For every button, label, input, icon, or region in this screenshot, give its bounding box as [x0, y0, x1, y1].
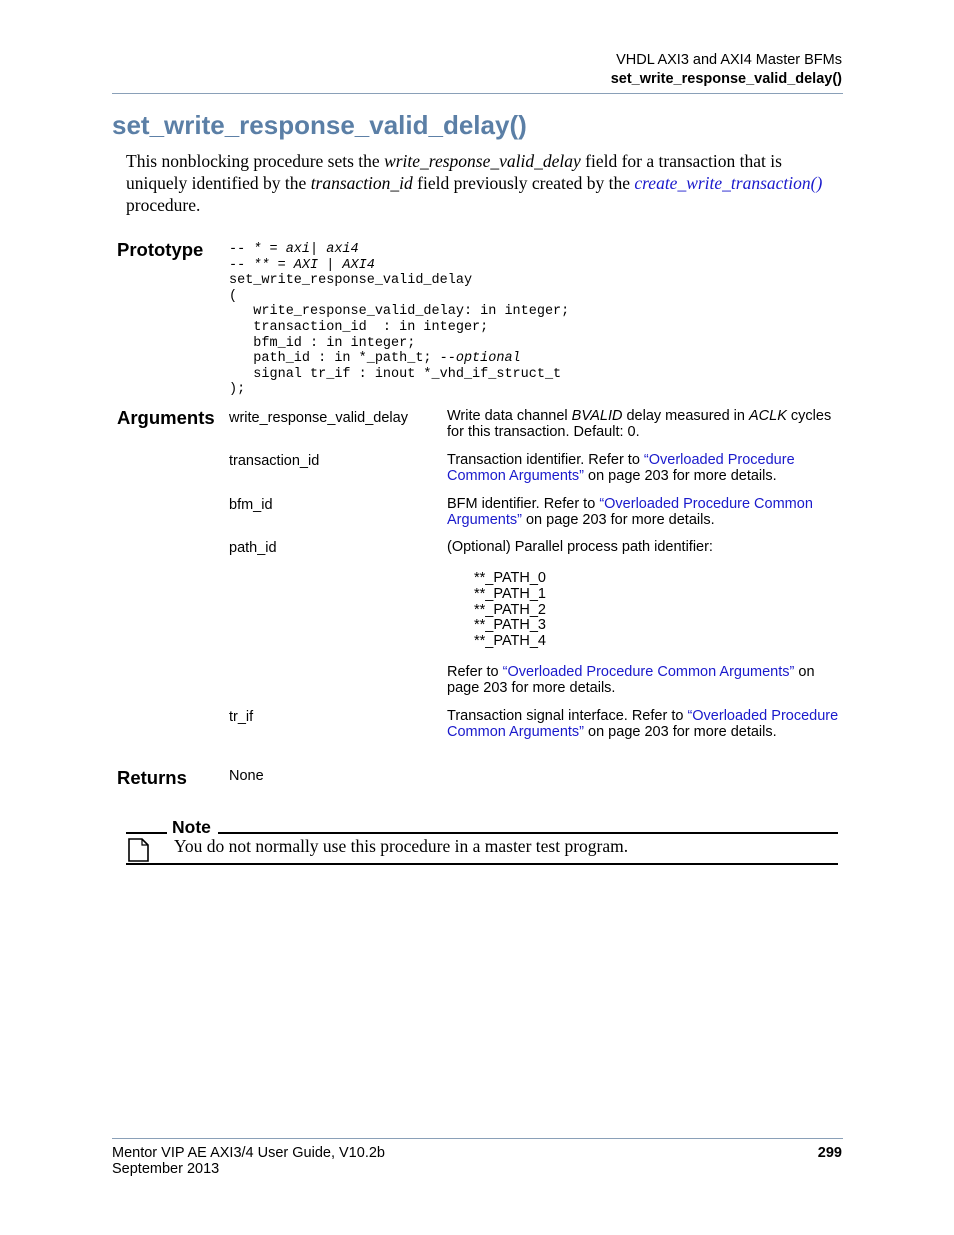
- list-item: **_PATH_4: [474, 633, 546, 650]
- intro-text-4: procedure.: [126, 195, 201, 215]
- page-number: 299: [817, 1145, 842, 1161]
- arg-desc-path-id-refer: [447, 665, 847, 697]
- code-param-1: write_response_valid_delay: in integer;: [229, 304, 570, 320]
- overloaded-args-link-1[interactable]: “Overloaded Procedure Common Arguments”: [447, 452, 795, 484]
- note-rule-right: [218, 832, 838, 834]
- note-rule-left: [126, 832, 167, 834]
- code-optional-comment: --optional: [439, 351, 521, 367]
- arg-name-transaction-id: transaction_id: [229, 453, 320, 469]
- footer-rule: [112, 1138, 843, 1139]
- arg-desc-write-response-valid-delay: [447, 409, 847, 441]
- create-write-transaction-link[interactable]: create_write_transaction(): [634, 173, 823, 193]
- footer-date: September 2013: [112, 1161, 220, 1177]
- arg-name-tr-if: tr_if: [229, 709, 254, 725]
- returns-heading: Returns: [117, 767, 187, 788]
- arg4-text-1: Transaction signal interface. Refer to: [447, 708, 688, 724]
- overloaded-args-link-2[interactable]: “Overloaded Procedure Common Arguments”: [447, 496, 813, 528]
- code-open-paren: (: [229, 288, 238, 304]
- note-label: Note: [172, 817, 211, 837]
- code-param-2: transaction_id : in integer;: [229, 319, 489, 335]
- overloaded-args-link-3[interactable]: “Overloaded Procedure Common Arguments”: [502, 664, 795, 680]
- prototype-code: [229, 242, 569, 398]
- arg-name-bfm-id: bfm_id: [229, 497, 273, 513]
- code-procedure-name: set_write_response_valid_delay: [229, 273, 473, 289]
- prototype-heading: Prototype: [117, 239, 204, 260]
- arg-desc-tr-if: [447, 709, 847, 741]
- arg0-aclk: ACLK: [749, 408, 787, 424]
- arg-desc-transaction-id: [447, 453, 847, 485]
- code-close-paren: );: [229, 382, 246, 398]
- arg0-text-3: cycles for this transaction. Default: 0.: [447, 408, 832, 440]
- arg0-text-1: Write data channel: [447, 408, 572, 424]
- code-param-4: path_id : in *_path_t;: [229, 351, 440, 367]
- list-item: **_PATH_3: [474, 617, 546, 634]
- returns-value: None: [229, 768, 264, 784]
- page-title: set_write_response_valid_delay(): [112, 110, 527, 140]
- intro-paragraph: [126, 150, 846, 216]
- header-rule: [112, 93, 843, 94]
- path-list: [474, 571, 546, 650]
- footer-doc-title: Mentor VIP AE AXI3/4 User Guide, V10.2b: [112, 1145, 385, 1161]
- arg4-text-2: on page 203 for more details.: [584, 723, 777, 740]
- note-text: You do not normally use this procedure in a master test program.: [174, 836, 629, 856]
- arg2-text-2: on page 203 for more details.: [521, 511, 715, 528]
- arg1-text-2: on page 203 for more details.: [584, 467, 777, 484]
- note-page-icon: [128, 838, 150, 862]
- code-param-3: bfm_id : in integer;: [229, 335, 416, 351]
- intro-transaction-id: transaction_id: [310, 173, 413, 193]
- running-header-title: VHDL AXI3 and AXI4 Master BFMs: [616, 52, 842, 68]
- arguments-heading: Arguments: [117, 407, 215, 428]
- intro-field-name: write_response_valid_delay: [384, 151, 581, 171]
- running-header-section: set_write_response_valid_delay(): [610, 71, 842, 87]
- arg3-refer-2: on page 203 for more details.: [447, 664, 815, 696]
- arg0-text-2: delay measured in: [622, 408, 749, 424]
- note-rule-bottom: [126, 863, 838, 865]
- code-comment-1: -- * = axi| axi4: [229, 242, 359, 257]
- arg1-text-1: Transaction identifier. Refer to: [447, 452, 644, 468]
- list-item: **_PATH_1: [474, 585, 546, 602]
- arg3-refer-1: Refer to: [447, 664, 503, 680]
- list-item: **_PATH_2: [474, 601, 546, 618]
- arg-name-write-response-valid-delay: write_response_valid_delay: [229, 410, 408, 426]
- intro-text-2: field for a transaction that is uniquely identified by the: [126, 151, 782, 193]
- intro-text-3: field previously created by the: [412, 173, 635, 193]
- code-comment-2: -- ** = AXI | AXI4: [229, 257, 375, 273]
- overloaded-args-link-4[interactable]: “Overloaded Procedure Common Arguments”: [447, 708, 839, 740]
- arg-desc-bfm-id: [447, 497, 847, 529]
- list-item: **_PATH_0: [474, 570, 546, 586]
- arg-desc-path-id: (Optional) Parallel process path identifier:: [447, 539, 713, 555]
- intro-text-1: This nonblocking procedure sets the: [126, 151, 385, 171]
- code-param-5: signal tr_if : inout *_vhd_if_struct_t: [229, 366, 562, 382]
- arg-name-path-id: path_id: [229, 540, 277, 556]
- arg0-bvalid: BVALID: [571, 408, 623, 424]
- arg2-text-1: BFM identifier. Refer to: [447, 496, 600, 512]
